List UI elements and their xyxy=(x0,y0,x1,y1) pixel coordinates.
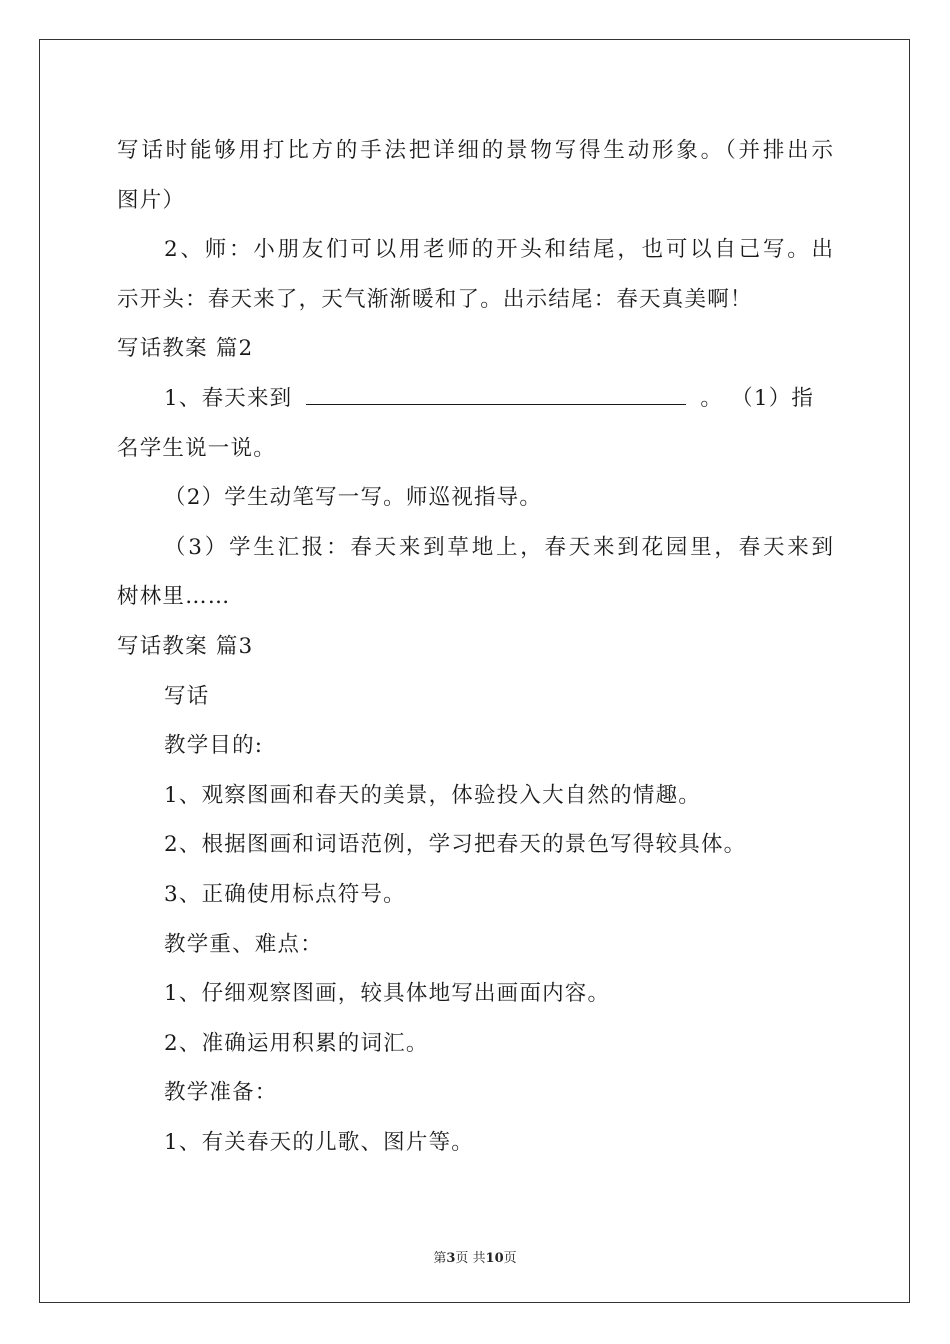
paragraph-line: 名学生说一说。 xyxy=(117,435,276,461)
paragraph-line: 图片） xyxy=(117,187,186,213)
paragraph-line: 1、仔细观察图画，较具体地写出画面内容。 xyxy=(164,981,611,1007)
paragraph-line: 写话 xyxy=(164,683,210,709)
document-body xyxy=(117,126,833,1167)
paragraph-line: 1、观察图画和春天的美景，体验投入大自然的情趣。 xyxy=(164,782,701,808)
paragraph-line: 2、根据图画和词语范例，学习把春天的景色写得较具体。 xyxy=(164,832,747,858)
paragraph-line: （3）学生汇报：春天来到草地上，春天来到花园里，春天来到 xyxy=(164,534,833,560)
paragraph-line: 教学准备： xyxy=(164,1080,278,1106)
fill-blank-prefix: 1、春天来到 xyxy=(164,385,293,411)
paragraph-line: 2、准确运用积累的词汇。 xyxy=(164,1030,429,1056)
footer-page-number: 3 xyxy=(446,1251,456,1266)
footer-total-pages: 10 xyxy=(485,1251,504,1266)
paragraph-line: 示开头：春天来了，天气渐渐暖和了。出示结尾：春天真美啊！ xyxy=(117,286,753,312)
paragraph-line: 树林里…… xyxy=(117,584,231,610)
paragraph-line: 2、师：小朋友们可以用老师的开头和结尾，也可以自己写。出 xyxy=(164,237,833,263)
paragraph-line: 教学目的: xyxy=(164,733,264,759)
footer-mid: 页 共 xyxy=(455,1251,486,1266)
paragraph-line: （2）学生动笔写一写。师巡视指导。 xyxy=(164,485,543,511)
paragraph-line: 3、正确使用标点符号。 xyxy=(164,881,406,907)
section-heading: 写话教案 篇3 xyxy=(117,633,254,659)
paragraph-line: 教学重、难点： xyxy=(164,931,323,957)
paragraph-line: 1、有关春天的儿歌、图片等。 xyxy=(164,1129,474,1155)
section-heading: 写话教案 篇2 xyxy=(117,336,254,362)
page-footer xyxy=(0,1247,950,1266)
footer-prefix: 第 xyxy=(433,1251,447,1266)
paragraph-line: 写话时能够用打比方的手法把详细的景物写得生动形象。（并排出示 xyxy=(117,138,833,163)
fill-blank-suffix: 。 （1）指 xyxy=(700,385,815,411)
footer-suffix: 页 xyxy=(503,1251,517,1266)
fill-blank-line xyxy=(117,374,833,424)
fill-blank-underline xyxy=(306,381,686,405)
